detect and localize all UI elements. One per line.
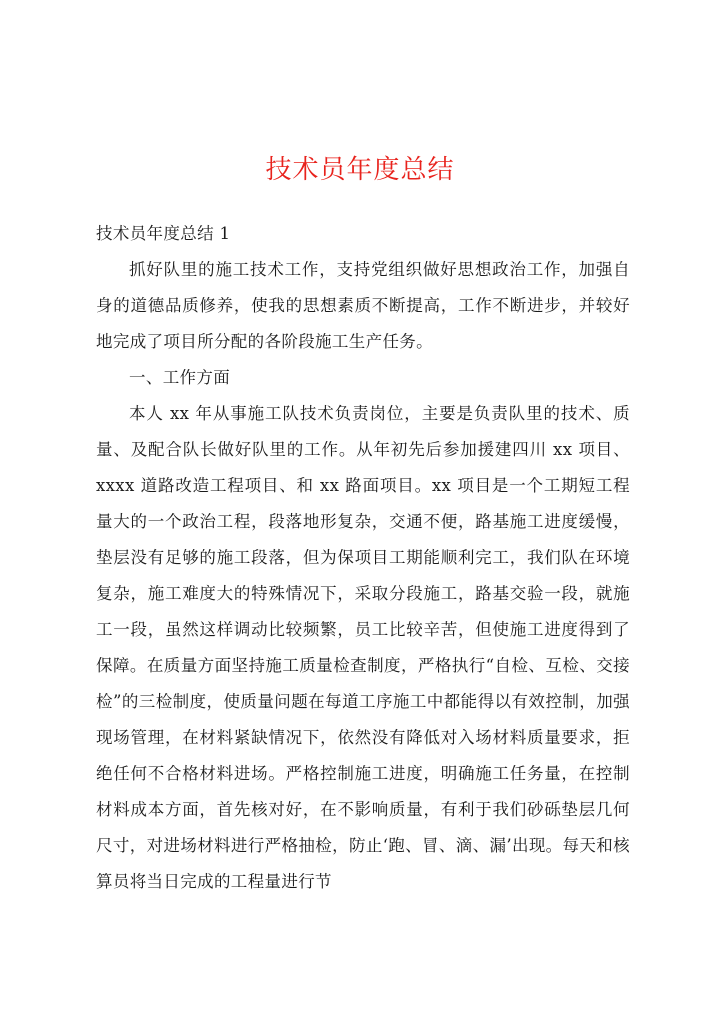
subsection-heading: 一、工作方面 [129,368,231,387]
document-body [96,216,630,900]
body-paragraph: 抓好队里的施工技术工作，支持党组织做好思想政治工作，加强自身的道德品质修养，使我的思想素质不断提高，工作不断进步，并较好地完成了项目所分配的各阶段施工生产任务。 [96,260,630,351]
section-heading: 技术员年度总结 1 [96,224,231,243]
document-title: 技术员年度总结 [265,155,455,185]
body-paragraph: 本人 xx 年从事施工队技术负责岗位，主要是负责队里的技术、质量、及配合队长做好队里的工作。从年初先后参加援建四川 xx 项目、xxxx 道路改造工程项目、和 xx 路面项目。xx 项目是一个工期短工程量大的一个政治工程，段落地形复杂，交通不便，路基施工进度缓慢，垫层没有足够的施工段落，但为保项目工期能顺利完工，我们队在环境复杂，施工难度大的特殊情况下，采取分段施工，路基交验一段，就施工一段，虽然这样调动比较频繁，员工比较辛苦，但使施工进度得到了保障。在质量方面坚持施工质量检查制度，严格执行“自检、互检、交接检”的三检制度，使质量问题在每道工序施工中都能得以有效控制，加强现场管理，在材料紧缺情况下，依然没有降低对入场材料质量要求，拒绝任何不合格材料进场。严格控制施工进度，明确施工任务量，在控制材料成本方面，首先核对好，在不影响质量，有利于我们砂砾垫层几何尺寸，对进场材料进行严格抽检，防止‘跑、冒、滴、漏’出现。每天和核算员将当日完成的工程量进行节 [96,404,630,891]
